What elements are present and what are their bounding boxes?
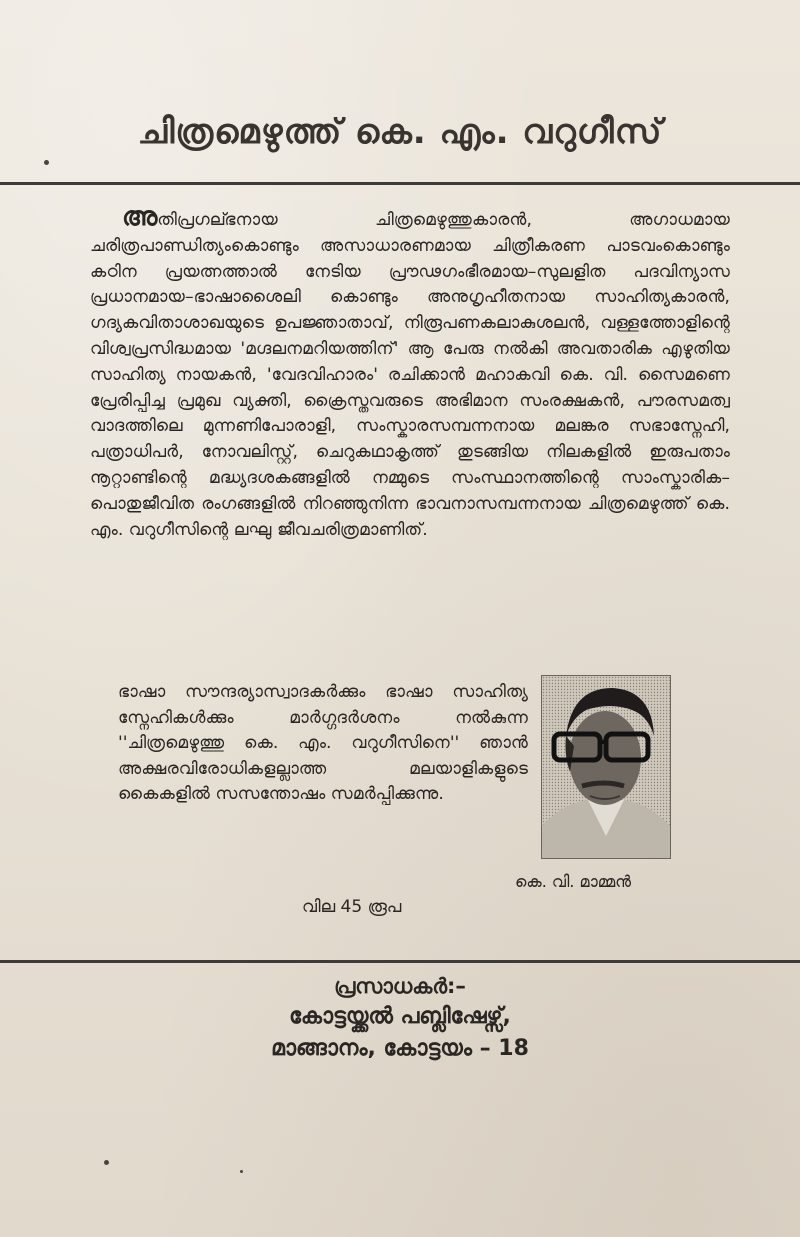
author-portrait-image [542, 676, 670, 858]
publisher-label: പ്രസാധകർ:– [334, 974, 466, 998]
biography-paragraph [90, 202, 730, 543]
author-photo [541, 675, 671, 859]
bottom-divider [0, 960, 800, 963]
paper-speck [44, 160, 49, 165]
biography-text: തിപ്രഗല്ഭനായ ചിത്രമെഴുത്തുകാരൻ, അഗാധമായ ചരിത്രപാണ്ഡിത്യംകൊണ്ടും അസാധാരണമായ ചിത്രീകരണ പാടവംകൊണ്ടും കഠിന പ്രയത്നത്താൽ നേടിയ പ്രൗഢഗംഭീരമായ–സുലളിത പദവിന്യാസ പ്രധാനമായ–ഭാഷാശൈലി കൊണ്ടും അനുഗൃഹീതനായ സാഹിത്യകാരൻ, ഗദ്യകവിതാശാഖയുടെ ഉപജ്ഞാതാവ്, നിരൂപണകലാകുശലൻ, വള്ളത്തോളിന്റെ വിശ്വപ്രസിദ്ധമായ 'മഗ്ദലനമറിയത്തിന്' ആ പേരു നൽകി അവതാരിക എഴുതിയ സാഹിത്യ നായകൻ, 'വേദവിഹാരം' രചിക്കാൻ മഹാകവി കെ. വി. സൈമണെ പ്രേരിപ്പിച്ച പ്രമുഖ വ്യക്തി, ക്രൈസ്തവരുടെ അഭിമാന സംരക്ഷകൻ, പൗരസമത്വ വാദത്തിലെ മുന്നണിപോരാളി, സംസ്കാരസമ്പന്നനായ മലങ്കര സഭാസ്നേഹി, പത്രാധിപർ, നോവലിസ്റ്റ്, ചെറുകഥാകൃത്ത് തുടങ്ങിയ നിലകളിൽ ഇരുപതാം നൂറ്റാണ്ടിന്റെ മദ്ധ്യദശകങ്ങളിൽ നമ്മുടെ സംസ്ഥാനത്തിന്റെ സാംസ്കാരിക–പൊതുജീവിത രംഗങ്ങളിൽ നിറഞ്ഞുനിന്ന ഭാവനാസമ്പന്നനായ ചിത്രമെഴുത്ത് കെ. എം. വറുഗീസിന്റെ ലഘു ജീവചരിത്രമാണിത്. [90, 210, 730, 540]
paper-speck [104, 1160, 109, 1165]
price-label: വില 45 രൂപ [302, 897, 402, 917]
publisher-name: കോട്ടയ്ക്കൽ പബ്ലിഷേഴ്സ്, [289, 1004, 511, 1029]
drop-cap: അ [122, 202, 158, 232]
top-divider [0, 182, 800, 185]
page-title: ചിത്രമെഴുത്ത് കെ. എം. വറുഗീസ് [137, 112, 663, 152]
publisher-address: മാങ്ങാനം, കോട്ടയം – 18 [271, 1036, 529, 1061]
dedication-paragraph: ഭാഷാ സൗന്ദര്യാസ്വാദകർക്കും ഭാഷാ സാഹിത്യ സ്നേഹികൾക്കും മാർഗ്ഗദർശനം നൽകുന്ന ''ചിത്രമെഴുത്തു കെ. എം. വറുഗീസിനെ'' ഞാൻ അക്ഷരവിരോധികളല്ലാത്ത മലയാളികളുടെ കൈകളിൽ സസന്തോഷം സമർപ്പിക്കുന്നു. [118, 682, 528, 805]
author-name: കെ. വി. മാമ്മൻ [515, 872, 632, 891]
paper-speck [240, 1170, 243, 1173]
